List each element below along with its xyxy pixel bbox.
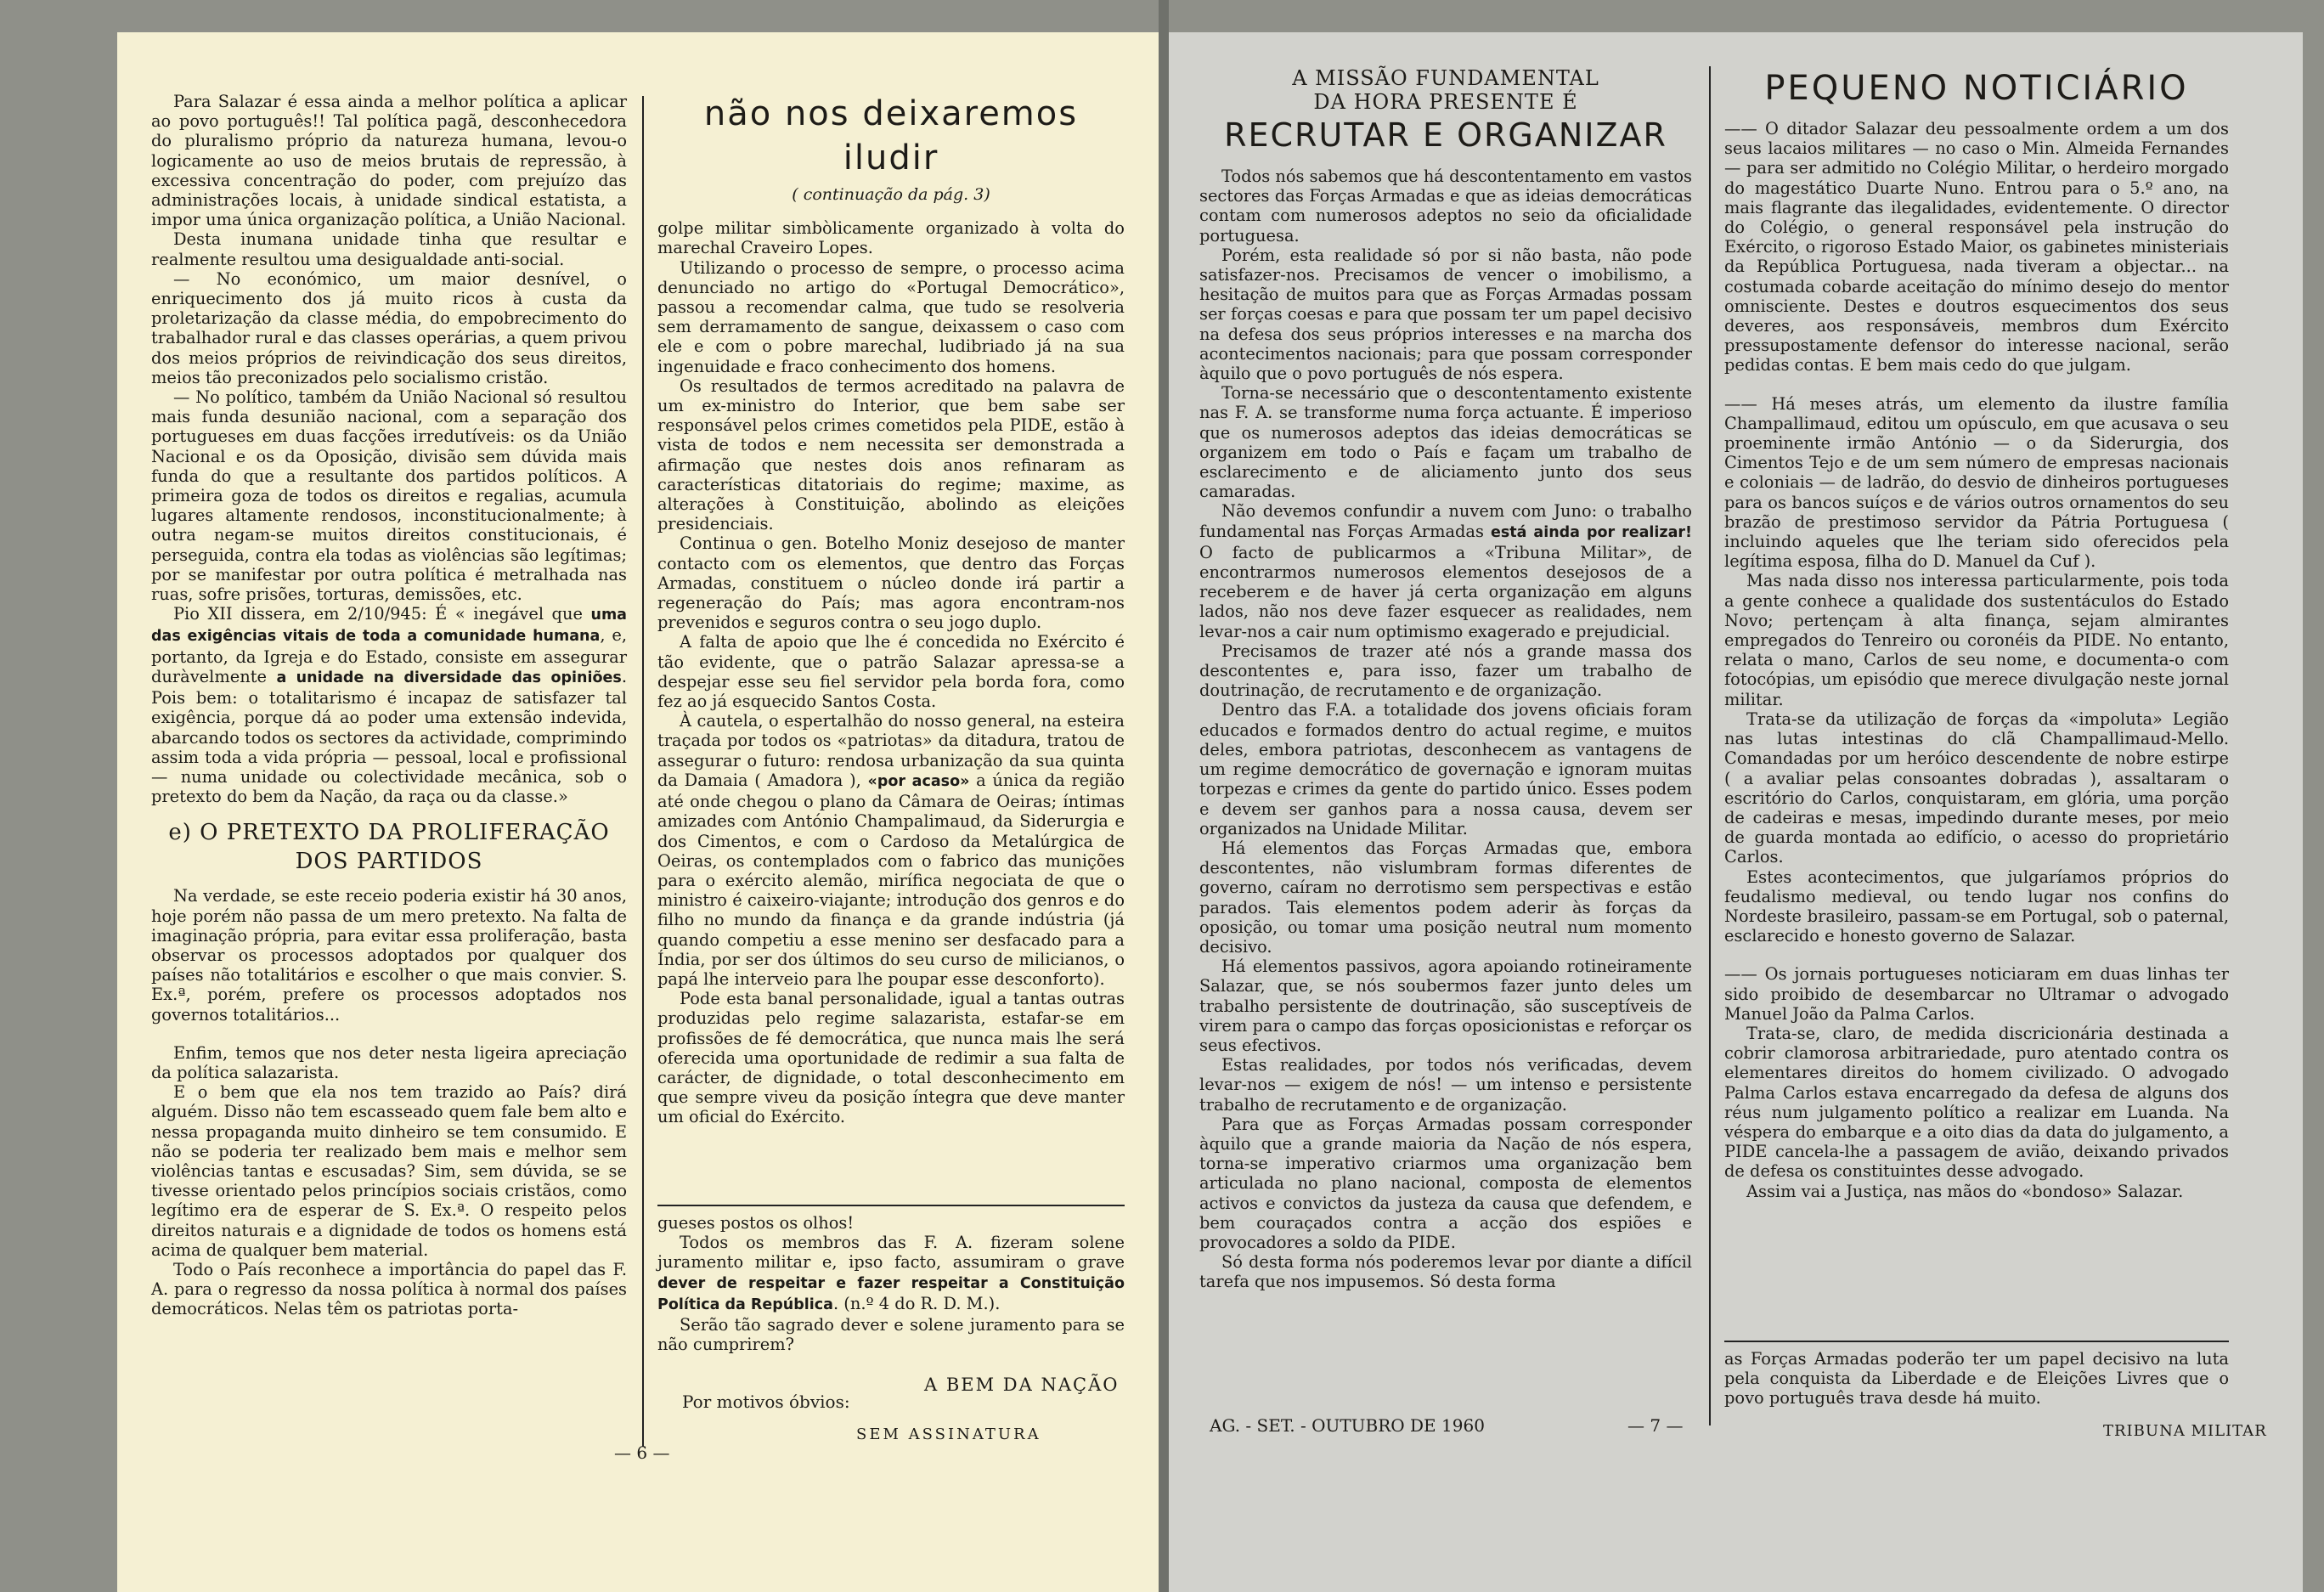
paragraph: — No económico, um maior desnível, o enriquecimento dos já muito ricos à custa da proletarização da classe média, do empobrecimento do trabalhador rural e das classes operárias, a quem privou dos meios próprios de reivindicação dos seus direitos, meios tão preconizados pelo socialismo cristão. [151, 268, 627, 387]
page-7 [1169, 32, 2303, 1592]
paragraph: Há elementos das Forças Armadas que, embora descontentes, não vislumbram formas diferentes de governo, caíram no derrotismo sem perspectivas e estão parados. Tais elementos podem aderir às forças da oposição, ou tomar uma posição neutral num momento decisivo. [1199, 838, 1692, 957]
paragraph: A falta de apoio que lhe é concedida no Exército é tão evidente, que o patrão Salazar apressa-se a despejar esse seu fiel servidor pela borda fora, como fez ao já esquecido Santos Costa. [657, 632, 1125, 712]
paragraph: E o bem que ela nos tem trazido ao País? dirá alguém. Disso não tem escasseado quem fale bem alto e nessa propaganda muito dinheiro se tem consumido. E não se poderia ter realizado bem mais e melhor sem violências tantas e escusadas? Sim, sem dúvida, se se tivesse orientado pelos princípios sociais cristãos, como legítimo era de esperar de S. Ex.ª. O respeito pelos direitos naturais e a dignidade de todos os homens está acima de qualquer bem material. [151, 1082, 627, 1260]
page-number: — 7 — [1627, 1415, 1684, 1436]
paragraph: Estas realidades, por todos nós verificadas, devem levar-nos — exigem de nós! — um intenso e persistente trabalho de recrutamento e de organização. [1199, 1055, 1692, 1115]
emphasis: uma das exigências vitais de toda a comunidade humana [151, 607, 627, 646]
paragraph: Estes acontecimentos, que julgaríamos próprios do feudalismo medieval, ou tendo lugar nos confins do Nordeste brasileiro, passam-se em Portugal, sob o paternal, esclarecido e honesto governo de Salazar. [1724, 867, 2229, 946]
emphasis: dever de respeitar e fazer respeitar a Constituição Política da República [657, 1274, 1125, 1313]
emphasis: a unidade na diversidade das opiniões [276, 669, 622, 686]
column-rule [1709, 66, 1711, 1425]
paragraph: Porém, esta realidade só por si não basta, não pode satisfazer-nos. Precisamos de vencer o imobilismo, a hesitação de muitos para que as Forças Armadas possam ser forças coesas e para que possam ter um papel decisivo na defesa dos seus próprios interesses e na marcha dos acontecimentos nacionais; para que possam corresponder àquilo que o povo português de nós espera. [1199, 245, 1692, 384]
right-page-column-2 [1724, 66, 2229, 1201]
paragraph: À cautela, o espertalhão do nosso general, na esteira traçada por todos os «patriotas» da ditadura, tratou de assegurar o futuro: rendosa urbanização da sua quinta da Damaia ( Amadora ), «por acaso» a única da região até onde chegou o plano da Câmara de Oeiras; íntimas amizades com António Champalimaud, da Siderurgia e dos Cimentos, e com o Cardoso da Metalúrgica de Oeiras, os contemplados com o fabrico das munições para o exército alemão, mirífica negociata de que o ministro é caixeiro-viajante; introdução dos genros e do filho no mundo da finança e da grande indústria (já quando competiu a esse menino ser desfacado para a Índia, por ser dos últimos do seu curso de milicianos, o papá lhe interveio para lhe poupar esse desconforto). [657, 711, 1125, 989]
news-item: —— Há meses atrás, um elemento da ilustre família Champallimaud, editou um opúsculo, em que acusava o seu proeminente irmão António — o da Siderurgia, dos Cimentos Tejo e de um sem número de empresas nacionais e coloniais — de ladrão, do desvio de dinheiros portugueses para os bancos suíços e de vários outros ornamentos do seu brazão de prestimoso servidor da Pátria Portuguesa ( incluindo aqueles que lhe teriam sido oferecidos pela legítima esposa, filha do D. Manuel da Cuf ). [1724, 393, 2229, 572]
paragraph: Serão tão sagrado dever e solene juramento para se não cumprirem? [657, 1315, 1125, 1355]
column-rule [642, 96, 644, 1447]
article-divider [657, 1205, 1125, 1206]
paragraph: Para que as Forças Armadas possam corresponder àquilo que a grande maioria da Nação de nós espera, torna-se imperativo criarmos uma organização bem articulada no plano nacional, composta de elementos activos e convictos da justeza da causa que defendem, e bem couraçados contra a acção dos espiões e provocadores a soldo da PIDE. [1199, 1114, 1692, 1252]
paragraph: as Forças Armadas poderão ter um papel decisivo na luta pela conquista da Liberdade e de Eleições Livres que o povo português trava desde há muito. [1724, 1349, 2229, 1409]
paragraph: Dentro das F.A. a totalidade dos jovens oficiais foram educados e formados dentro do actual regime, e muitos deles, embora patriotas, desconhecem as vantagens de um regime democrático de governação e ignoram muitas torpezas e crimes da gente do partido único. Esses podem e devem ser ganhos para a nossa causa, devem ser organizados na Unidade Militar. [1199, 700, 1692, 838]
article-title: não nos deixaremos iludir [703, 94, 1079, 178]
headline: RECRUTAR E ORGANIZAR [1224, 116, 1667, 154]
motto: A BEM DA NAÇÃO [924, 1375, 1120, 1395]
paragraph: Há elementos passivos, agora apoiando rotineiramente Salazar, que, se nós soubermos fazer junto deles um trabalho persistente de doutrinação, são susceptíveis de virem para o campo das forças oposicionistas e reforçar os seus efectivos. [1199, 957, 1692, 1055]
headline-kicker-2: DA HORA PRESENTE É [1313, 90, 1578, 114]
paragraph: Só desta forma nós poderemos levar por diante a difícil tarefa que nos impusemos. Só desta forma [1199, 1252, 1692, 1292]
right-page-column-1 [1199, 66, 1692, 1292]
signature: SEM ASSINATURA [856, 1425, 1041, 1443]
paragraph: — No político, também da União Nacional só resultou mais funda desunião nacional, com a separação dos portugueses em duas facções irredutíveis: os da União Nacional e os da Oposição, divisão sem dúvida mais funda do que a resultante dos partidos políticos. A primeira goza de todos os direitos e regalias, acumula lugares altamente rendosos, inconstitucionalmente; à outra negam-se muitos direitos constitucionais, é perseguida, contra ela todas as violências são legítimas; por se manifestar por outra política é metralhada nas ruas, sofre prisões, torturas, demissões, etc. [151, 387, 627, 605]
paragraph: Todo o País reconhece a importância do papel das F. A. para o regresso da nossa política à normal dos países democráticos. Nelas têm os patriotas porta- [151, 1259, 627, 1319]
paragraph: Utilizando o processo de sempre, o processo acima denunciado no artigo do «Portugal Democrático», passou a recomendar calma, que tudo se resolveria sem derramamento de sangue, deixassem o caso com ele e com o pobre marechal, ludibriado já na sua ingenuidade e fraco conhecimento dos homens. [657, 257, 1125, 376]
section-heading: e) O PRETEXTO DA PROLIFERAÇÃO DOS PARTIDOS [168, 820, 610, 875]
headline-kicker-1: A MISSÃO FUNDAMENTAL [1292, 66, 1599, 90]
page-number: — 6 — [614, 1442, 670, 1463]
emphasis: «por acaso» [867, 772, 970, 790]
paragraph: Enfim, temos que nos deter nesta ligeira apreciação da política salazarista. [151, 1042, 627, 1082]
article-divider [1724, 1341, 2229, 1342]
paragraph: Na verdade, se este receio poderia existir há 30 anos, hoje porém não passa de um mero pretexto. Na falta de imaginação própria, para evitar essa proliferação, basta observar os processos adoptados por qualquer dos países não totalitários e escolher o que mais convier. S. Ex.ª, porém, prefere os processos adoptados nos governos totalitários... [151, 886, 627, 1025]
left-page-column-2 [657, 92, 1125, 1127]
paragraph: gueses postos os olhos! [657, 1213, 855, 1233]
paragraph: Assim vai a Justiça, nas mãos do «bondoso» Salazar. [1746, 1181, 2184, 1201]
right-page-continuation [1724, 1349, 2229, 1409]
paragraph: Para Salazar é essa ainda a melhor política a aplicar ao povo português!! Tal política pagã, desconhecedora do pluralismo próprio da natureza humana, levou-o logicamente ao uso de meios brutais de repressão, à excessiva concentração do poder, com prejuízo das administrações locais, à unidade sindical estatista, a impor uma única organização política, a União Nacional. [151, 92, 627, 230]
pio-quote-paragraph: Pio XII dissera, em 2/10/945: É « inegável que uma das exigências vitais de toda a comunidade humana, e, portanto, da Igreja e do Estado, consiste em assegurar duràvelmente a unidade na diversidade das opiniões. Pois bem: o totalitarismo é incapaz de satisfazer tal exigência, porque dá ao poder uma extensão indevida, abarcando todos os sectores da actividade, comprimindo assim toda a vida própria — pessoal, local e profissional — numa unidade ou colectividade mecânica, sob o pretexto do bem da Nação, da raça ou da classe.» [151, 604, 627, 807]
page-gutter [1159, 0, 1169, 1592]
news-item: —— O ditador Salazar deu pessoalmente ordem a um dos seus lacaios militares — no caso o Min. Almeida Fernandes — para ser admitido no Colégio Militar, o herdeiro morgado do magestático Duarte Nuno. Entrou para o 5.º ano, na mais flagrante das ilegalidades, evidentemente. O director do Colégio, o general responsável pela instrução do Exército, o rigoroso Estado Maior, os gabinetes ministeriais da República Portuguesa, nada tiveram a objectar... na costumada cobarde aceitação do mínimo desejo do mentor omnisciente. Destes e doutros esquecimentos dos seus deveres, aos responsáveis, membros dum Exército pressupostamente defensor do interesse nacional, serão pedidas contas. E bem mais cedo do que julgam. [1724, 119, 2229, 375]
paragraph: golpe militar simbòlicamente organizado à volta do marechal Craveiro Lopes. [657, 218, 1125, 258]
news-item: —— Os jornais portugueses noticiaram em duas linhas ter sido proibido de desembarcar no Ultramar o advogado Manuel João da Palma Carlos. [1724, 964, 2229, 1024]
continuation-note: ( continuação da pág. 3) [792, 185, 990, 204]
publication-title: TRIBUNA MILITAR [2103, 1422, 2267, 1440]
left-page-column-1 [151, 92, 627, 1319]
paragraph: Mas nada disso nos interessa particularmente, pois toda a gente conhece a qualidade dos sustentáculos do Estado Novo; pertençam à alta finança, sejam almirantes empregados do Tenreiro ou coronéis da PIDE. No entanto, relata o mano, Carlos de seu nome, e documenta-o com fotocópias, um episódio que merece divulgação neste jornal militar. [1724, 571, 2229, 709]
paragraph: Precisamos de trazer até nós a grande massa dos descontentes e, para isso, fazer um trabalho de doutrinação, de recrutamento e de organização. [1199, 641, 1692, 701]
signature-note: Por motivos óbvios: [682, 1392, 850, 1412]
paragraph: Pode esta banal personalidade, igual a tantas outras produzidas pelo regime salazarista, estafar-se em profissões de fé democrática, que nunca mais lhe será oferecida uma oportunidade de redimir a sua falta de carácter, de dignidade, o total desconhecimento em que sempre viveu da posição íntegra que deve manter um oficial do Exército. [657, 989, 1125, 1127]
left-page-column-2-lower [657, 1213, 1125, 1354]
paragraph: Todos nós sabemos que há descontentamento em vastos sectores das Forças Armadas e que as ideias democráticas contam com numerosos adeptos no seio da oficialidade portuguesa. [1199, 167, 1692, 246]
paragraph: Desta inumana unidade tinha que resultar e realmente resultou uma desigualdade anti-social. [151, 229, 627, 269]
paragraph: Torna-se necessário que o descontentamento existente nas F. A. se transforme numa força actuante. É imperioso que os numerosos adeptos das ideias democráticas se organizem em todo o País e façam um trabalho de esclarecimento e de aliciamento junto dos seus camaradas. [1199, 383, 1692, 502]
paragraph: Trata-se, claro, de medida discricionária destinada a cobrir clamorosa arbitrariedade, puro atentado contra os elementares direitos do homem civilizado. O advogado Palma Carlos estava encarregado da defesa de alguns dos réus num julgamento político a realizar em Luanda. Na véspera do embarque e a oito dias da data do julgamento, a PIDE cancela-lhe a passagem de avião, deixando privados de defesa os constituintes desse advogado. [1724, 1023, 2229, 1182]
section-title: PEQUENO NOTICIÁRIO [1764, 69, 2189, 108]
emphasis: está ainda por realizar! [1490, 523, 1692, 541]
paragraph: Trata-se da utilização de forças da «impoluta» Legião nas lutas intestinas do clã Champallimaud-Mello. Comandadas por um heróico descendente de nobre estirpe ( a avaliar pelas consoantes dobradas ), assaltaram o escritório do Carlos, conquistaram, em glória, uma porção de cadeiras e mesas, impedindo durante meses, por meio de guarda montada ao edifício, o acesso do proprietário Carlos. [1724, 708, 2229, 867]
issue-date: AG. - SET. - OUTUBRO DE 1960 [1210, 1415, 1485, 1436]
paragraph: Não devemos confundir a nuvem com Juno: o trabalho fundamental nas Forças Armadas está ainda por realizar! O facto de publicarmos a «Tribuna Militar», de encontrarmos numerosos elementos desejosos de a receberem e de haver já certa organização em alguns lados, não nos deve fazer esquecer as realidades, nem levar-nos a cair num optimismo exagerado e prejudicial. [1199, 501, 1692, 641]
paragraph: Continua o gen. Botelho Moniz desejoso de manter contacto com os elementos, que dentro das Forças Armadas, constituem o núcleo donde irá partir a regeneração do País; mas agora encontram-nos prevenidos e seguros contra o seu jogo duplo. [657, 533, 1125, 633]
paragraph: Todos os membros das F. A. fizeram solene juramento militar e, ipso facto, assumiram o grave dever de respeitar e fazer respeitar a Constituição Política da República. (n.º 4 do R. D. M.). [657, 1233, 1125, 1313]
paragraph: Os resultados de termos acreditado na palavra de um ex-ministro do Interior, que bem sabe ser responsável pelos crimes cometidos pela PIDE, estão à vista de todos e nem necessita ser demonstrada a afirmação que nestes dois anos refinaram as características ditatoriais do regime; maxime, as alterações à Constituição, abolindo as eleições presidenciais. [657, 375, 1125, 534]
page-6 [117, 32, 1159, 1592]
